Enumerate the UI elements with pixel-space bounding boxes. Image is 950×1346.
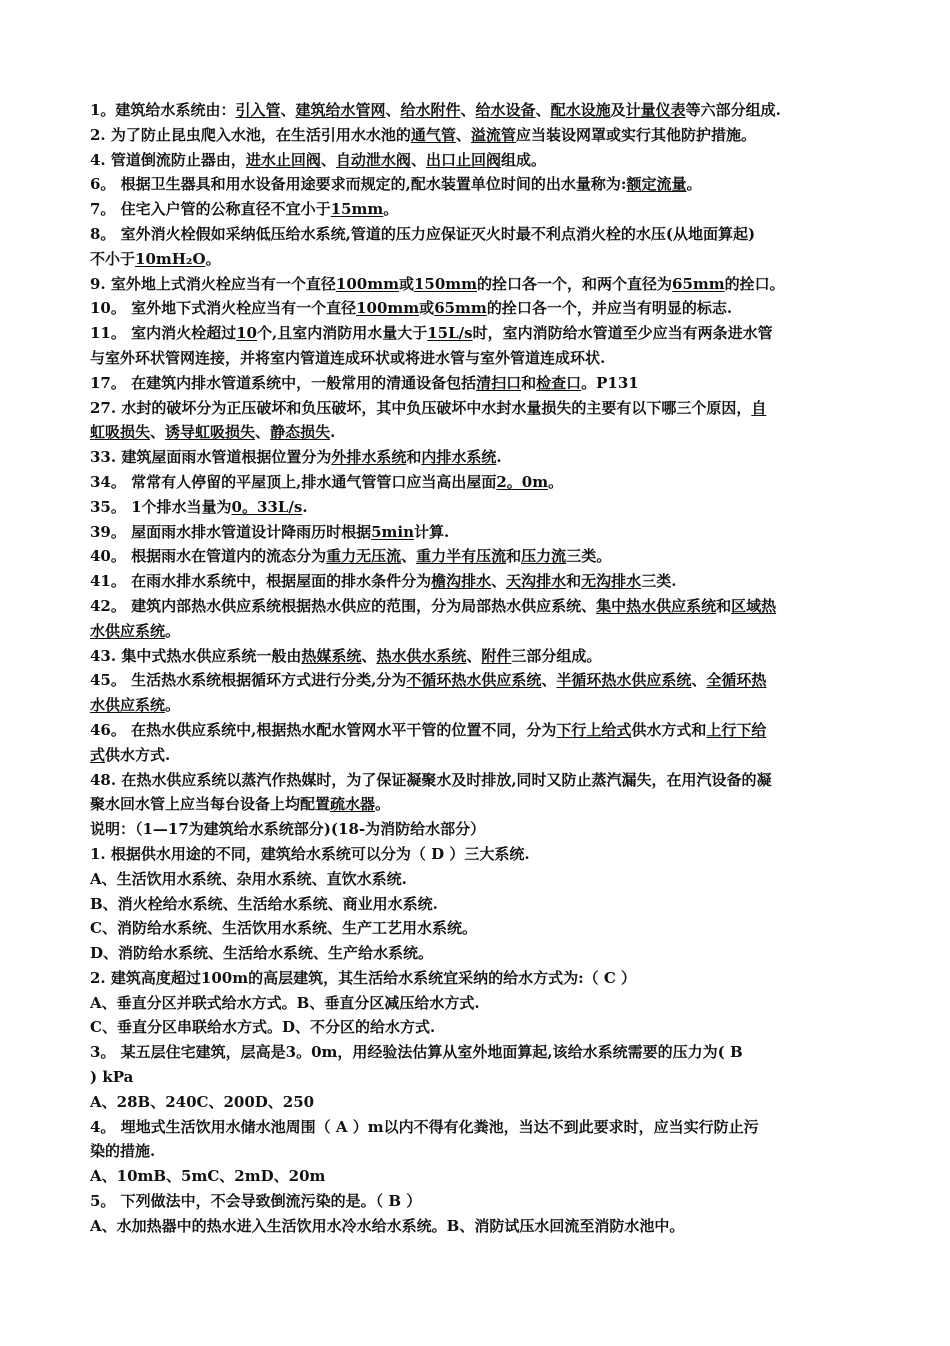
text-segment: A、28B、240C、200D、250: [90, 1092, 315, 1111]
text-segment: 、: [491, 572, 507, 591]
text-segment: 、: [150, 423, 166, 442]
text-line: [90, 172, 862, 197]
underlined-answer: 压力流: [521, 547, 567, 566]
text-line: [90, 768, 862, 793]
underlined-answer: 100mm: [335, 274, 399, 293]
text-segment: 组成。: [500, 150, 546, 169]
underlined-answer: 0。33L/s: [231, 497, 303, 516]
text-line: [90, 197, 862, 222]
text-segment: B、消火栓给水系统、生活给水系统、商业用水系统.: [90, 894, 438, 913]
underlined-answer: 热媒系统: [301, 646, 362, 665]
text-line: [90, 1115, 862, 1140]
underlined-answer: 全循环热: [706, 671, 767, 690]
text-segment: 9. 室外地上式消火栓应当有一个直径: [90, 274, 336, 293]
text-segment: 、: [410, 150, 426, 169]
text-segment: .: [330, 423, 336, 442]
underlined-answer: 配水设施: [550, 101, 611, 119]
text-segment: 和: [566, 572, 582, 591]
text-segment: 。: [165, 621, 181, 640]
text-segment: 三部分组成。: [511, 646, 602, 665]
underlined-answer: 10: [236, 324, 257, 343]
text-segment: .: [302, 497, 308, 516]
text-segment: 。: [375, 795, 391, 814]
underlined-answer: 出口止回阀: [425, 150, 501, 169]
text-segment: 1。建筑给水系统由：: [90, 101, 236, 119]
text-line: [90, 1164, 862, 1189]
text-segment: 等六部分组成.: [685, 101, 781, 119]
underlined-answer: 诱导虹吸损失: [165, 423, 256, 442]
text-line: [90, 1040, 862, 1065]
text-line: [90, 619, 862, 644]
text-segment: 应当装设网罩或实行其他防护措施。: [515, 125, 756, 144]
text-segment: 7。 住宅入户管的公称直径不宜小于: [90, 200, 331, 219]
text-line: [90, 98, 862, 123]
text-line: [90, 1189, 862, 1214]
underlined-answer: 自动泄水阀: [335, 150, 411, 169]
text-segment: 33. 建筑屋面雨水管道根据位置分为: [90, 448, 332, 467]
text-segment: 40。 根据雨水在管道内的流态分为: [90, 547, 327, 566]
underlined-answer: 150mm: [413, 274, 478, 293]
text-segment: 、: [535, 101, 551, 119]
text-segment: 三类.: [641, 572, 677, 591]
text-segment: 不小于: [90, 249, 136, 268]
text-segment: 27. 水封的破坏分为正压破坏和负压破坏，其中负压破坏中水封水量损失的主要有以下哪三个原因，: [90, 398, 752, 417]
text-segment: 46。 在热水供应系统中,根据热水配水管网水平干管的位置不同，分为: [90, 720, 557, 739]
text-line: [90, 1015, 862, 1040]
text-segment: 6。 根据卫生器具和用水设备用途要求而规定的,配水装置单位时间的出水量称为:: [90, 175, 627, 194]
text-line: [90, 123, 862, 148]
underlined-answer: 通气管: [410, 125, 456, 144]
underlined-answer: 内排水系统: [421, 448, 497, 467]
underlined-answer: 5min: [371, 522, 415, 541]
text-segment: 和: [716, 596, 732, 615]
text-segment: A、10mB、5mC、2mD、20m: [90, 1167, 326, 1186]
text-line: [90, 718, 862, 743]
text-segment: 4. 管道倒流防止器由，: [90, 150, 246, 169]
text-segment: 。P131: [581, 373, 639, 392]
text-line: [90, 272, 862, 297]
text-segment: 供水方式.: [105, 745, 171, 764]
underlined-answer: 静态损失: [270, 423, 331, 442]
underlined-answer: 计量仪表: [625, 101, 686, 119]
text-segment: 、: [361, 646, 377, 665]
text-line: [90, 966, 862, 991]
text-segment: 说明：（1—17为建筑给水系统部分)(18-为消防给水部分）: [90, 820, 486, 839]
text-segment: 、: [455, 125, 471, 144]
text-segment: .: [496, 448, 502, 467]
text-segment: 3。 某五层住宅建筑，层高是3。0m，用经验法估算从室外地面算起,该给水系统需要的压力为( B: [90, 1043, 743, 1062]
text-line: [90, 371, 862, 396]
underlined-answer: 水供应系统: [90, 621, 166, 640]
text-segment: 、: [460, 101, 476, 119]
text-segment: 43. 集中式热水供应系统一般由: [90, 646, 302, 665]
text-line: [90, 1090, 862, 1115]
text-line: [90, 420, 862, 445]
text-line: [90, 916, 862, 941]
underlined-answer: 下行上给式: [556, 720, 632, 739]
text-segment: 的拴口各一个，并应当有明显的标志.: [486, 299, 733, 318]
text-segment: 。: [205, 249, 221, 268]
text-segment: 或: [419, 299, 435, 318]
text-line: [90, 693, 862, 718]
text-segment: 与室外环状管网连接，并将室内管道连成环状或将进水管与室外管道连成环状.: [90, 348, 606, 367]
text-line: [90, 842, 862, 867]
text-segment: 39。 屋面雨水排水管道设计降雨历时根据: [90, 522, 372, 541]
underlined-answer: 建筑给水管网: [295, 101, 386, 119]
text-line: [90, 743, 862, 768]
text-segment: 。: [686, 175, 702, 194]
text-segment: 、: [466, 646, 482, 665]
underlined-answer: 天沟排水: [506, 572, 567, 591]
underlined-answer: 10mH₂O: [135, 249, 206, 268]
text-segment: 。: [165, 696, 181, 715]
text-segment: 10。 室外地下式消火栓应当有一个直径: [90, 299, 357, 318]
text-line: [90, 1214, 862, 1239]
underlined-answer: 集中热水供应系统: [596, 596, 717, 615]
text-line: [90, 991, 862, 1016]
text-line: [90, 644, 862, 669]
text-segment: 8。 室外消火栓假如采纳低压给水系统,管道的压力应保证灭火时最不利点消火栓的水压(从地面算起): [90, 224, 756, 243]
underlined-answer: 檐沟排水: [431, 572, 492, 591]
underlined-answer: 引入管: [235, 101, 281, 119]
underlined-answer: 进水止回阀: [245, 150, 321, 169]
text-segment: 的拴口。: [724, 274, 785, 293]
text-line: [90, 792, 862, 817]
text-segment: C、消防给水系统、生活饮用水系统、生产工艺用水系统。: [90, 919, 477, 938]
text-segment: 计算.: [414, 522, 450, 541]
underlined-answer: 65mm: [672, 274, 725, 293]
text-line: [90, 321, 862, 346]
text-segment: 34。 常常有人停留的平屋顶上,排水通气管管口应当高出屋面: [90, 472, 497, 491]
underlined-answer: 自: [751, 398, 767, 417]
text-line: [90, 396, 862, 421]
text-segment: 11。 室内消火栓超过: [90, 324, 237, 343]
text-segment: 和: [406, 448, 422, 467]
text-segment: 染的措施.: [90, 1142, 156, 1161]
text-line: [90, 445, 862, 470]
text-line: [90, 867, 862, 892]
text-line: [90, 520, 862, 545]
underlined-answer: 无沟排水: [581, 572, 642, 591]
underlined-answer: 热水供水系统: [376, 646, 467, 665]
text-line: [90, 148, 862, 173]
underlined-answer: 上行下给: [706, 720, 767, 739]
text-segment: 和: [506, 547, 522, 566]
text-segment: 、: [320, 150, 336, 169]
text-line: [90, 1065, 862, 1090]
text-line: [90, 941, 862, 966]
text-segment: 的拴口各一个，和两个直径为: [477, 274, 673, 293]
underlined-answer: 重力无压流: [326, 547, 402, 566]
text-segment: A、生活饮用水系统、杂用水系统、直饮水系统.: [90, 869, 407, 888]
text-segment: C、垂直分区串联给水方式。D、不分区的给水方式.: [90, 1018, 436, 1037]
text-line: [90, 296, 862, 321]
text-segment: 时，室内消防给水管道至少应当有两条进水管: [472, 324, 773, 343]
text-line: [90, 495, 862, 520]
text-segment: 。: [383, 200, 399, 219]
text-segment: 48. 在热水供应系统以蒸汽作热媒时，为了保证凝聚水及时排放,同时又防止蒸汽漏失，在用汽设备的凝: [90, 770, 772, 789]
underlined-answer: 不循环热水供应系统: [406, 671, 542, 690]
text-line: [90, 668, 862, 693]
text-line: [90, 892, 862, 917]
underlined-answer: 疏水器: [330, 795, 376, 814]
text-segment: 个,且室内消防用水量大于: [256, 324, 428, 343]
text-line: [90, 1139, 862, 1164]
text-line: [90, 346, 862, 371]
underlined-answer: 2。0m: [496, 472, 549, 491]
underlined-answer: 溢流管: [470, 125, 516, 144]
text-segment: 。: [548, 472, 564, 491]
text-segment: 、: [691, 671, 707, 690]
text-segment: 及: [610, 101, 626, 119]
text-segment: 或: [398, 274, 414, 293]
underlined-answer: 半循环热水供应系统: [556, 671, 692, 690]
text-segment: 2. 为了防止昆虫爬入水池，在生活引用水水池的: [90, 125, 411, 144]
underlined-answer: 清扫口: [476, 373, 522, 392]
text-segment: 17。 在建筑内排水管道系统中，一般常用的清通设备包括: [90, 373, 477, 392]
text-segment: 三类。: [566, 547, 612, 566]
text-segment: 5。 下列做法中，不会导致倒流污染的是。（ B ）: [90, 1192, 422, 1211]
text-segment: 、: [280, 101, 296, 119]
underlined-answer: 附件: [481, 646, 512, 665]
text-segment: ) kPa: [90, 1068, 134, 1087]
text-segment: 聚水回水管上应当每台设备上均配置: [90, 795, 331, 814]
text-segment: 、: [255, 423, 271, 442]
text-line: [90, 247, 862, 272]
text-line: [90, 817, 862, 842]
underlined-answer: 给水附件: [400, 101, 461, 119]
text-segment: 45。 生活热水系统根据循环方式进行分类,分为: [90, 671, 407, 690]
underlined-answer: 检查口: [536, 373, 582, 392]
text-segment: 41。 在雨水排水系统中，根据屋面的排水条件分为: [90, 572, 432, 591]
text-segment: 、: [385, 101, 401, 119]
text-segment: A、垂直分区并联式给水方式。B、垂直分区减压给水方式.: [90, 993, 480, 1012]
text-line: [90, 222, 862, 247]
underlined-answer: 式: [90, 745, 106, 764]
underlined-answer: 15mm: [330, 200, 384, 219]
text-segment: D、消防给水系统、生活给水系统、生产给水系统。: [90, 944, 434, 963]
underlined-answer: 虹吸损失: [90, 423, 151, 442]
text-segment: 、: [401, 547, 417, 566]
underlined-answer: 15L/s: [427, 324, 473, 343]
text-line: [90, 470, 862, 495]
underlined-answer: 给水设备: [475, 101, 536, 119]
text-segment: 和: [521, 373, 537, 392]
text-line: [90, 544, 862, 569]
underlined-answer: 额定流量: [626, 175, 687, 194]
underlined-answer: 重力半有压流: [416, 547, 507, 566]
text-line: [90, 594, 862, 619]
text-segment: A、水加热器中的热水进入生活饮用水冷水给水系统。B、消防试压水回流至消防水池中。: [90, 1216, 685, 1235]
document-page: [90, 98, 862, 1239]
underlined-answer: 水供应系统: [90, 696, 166, 715]
text-segment: 2. 建筑高度超过100m的高层建筑，其生活给水系统宜采纳的给水方式为:（ C ）: [90, 968, 636, 987]
text-segment: 、: [541, 671, 557, 690]
text-segment: 42。 建筑内部热水供应系统根据热水供应的范围，分为局部热水供应系统、: [90, 596, 597, 615]
underlined-answer: 100mm: [356, 299, 420, 318]
text-segment: 35。 1个排水当量为: [90, 497, 232, 516]
text-line: [90, 569, 862, 594]
text-segment: 供水方式和: [631, 720, 707, 739]
text-segment: 1. 根据供水用途的不同，建筑给水系统可以分为（ D ）三大系统.: [90, 844, 530, 863]
text-segment: 4。 埋地式生活饮用水储水池周围（ A ）m以内不得有化粪池，当达不到此要求时，应当实行防止污: [90, 1117, 759, 1136]
underlined-answer: 区域热: [731, 596, 777, 615]
underlined-answer: 65mm: [434, 299, 487, 318]
underlined-answer: 外排水系统: [331, 448, 407, 467]
